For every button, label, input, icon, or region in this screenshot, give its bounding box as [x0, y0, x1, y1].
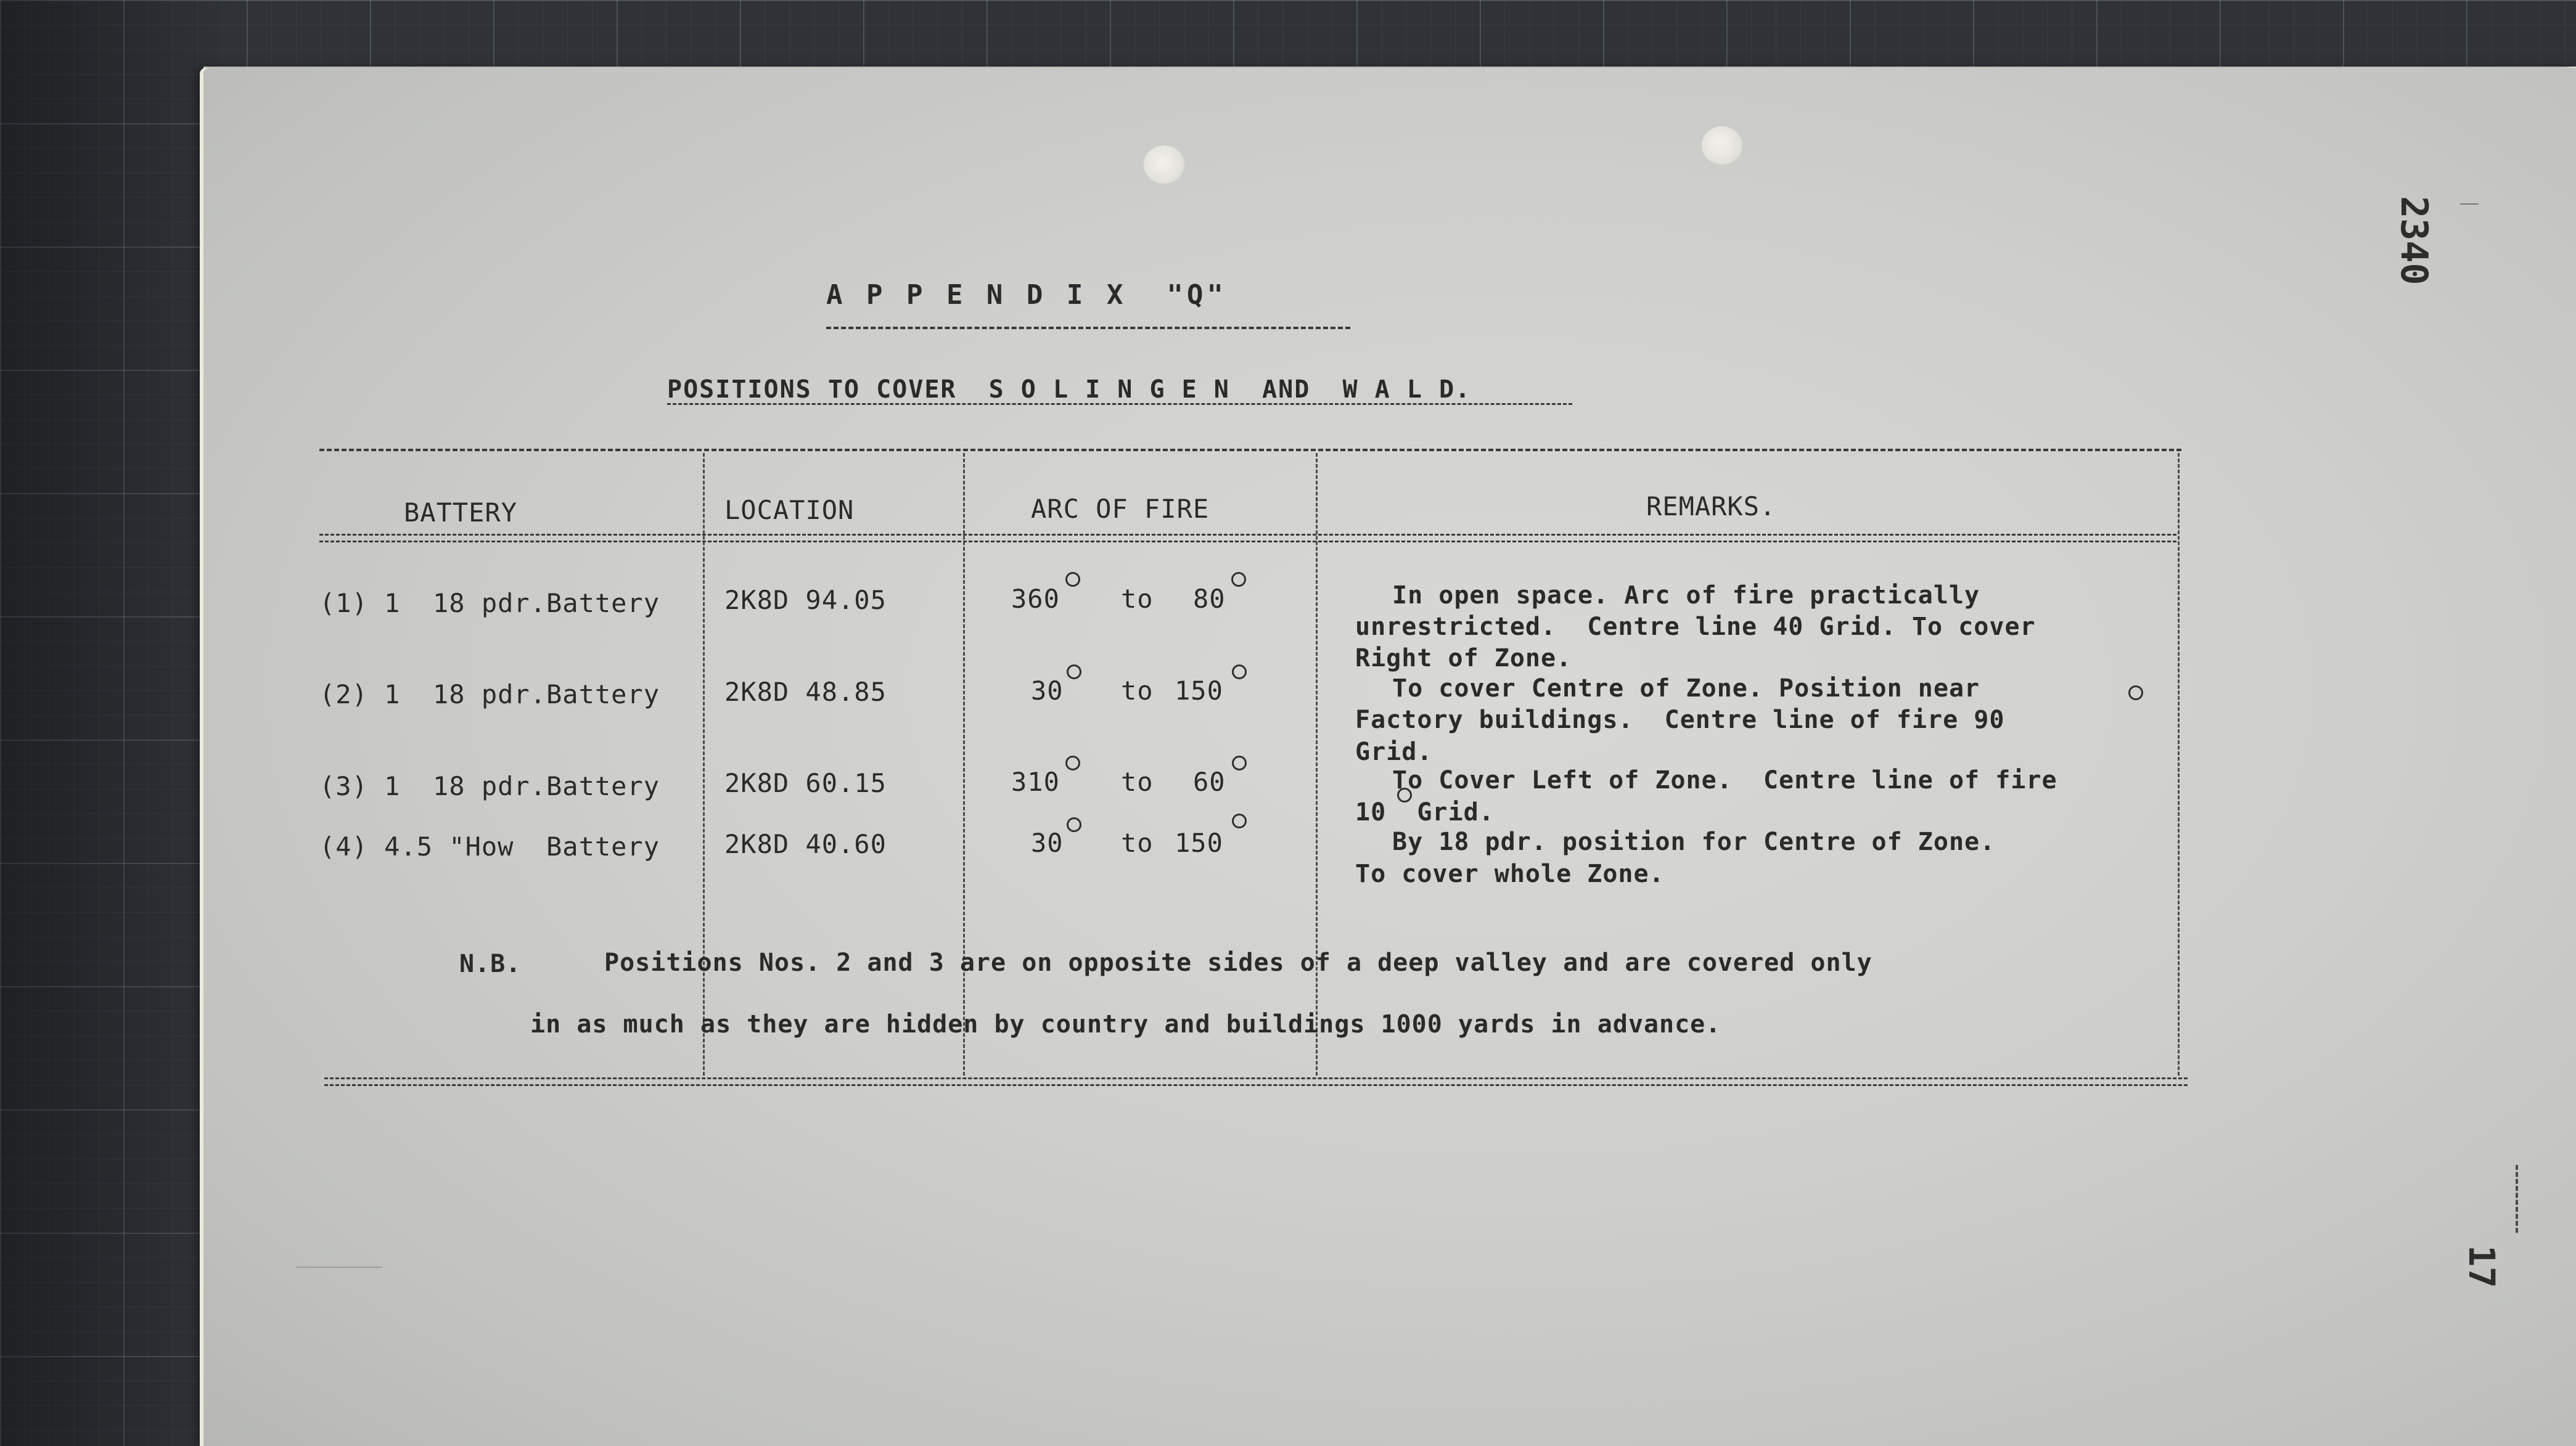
- degree-symbol: [1067, 817, 1081, 832]
- row-2-remarks-line-2: Factory buildings. Centre line of fire 90: [1355, 706, 2005, 734]
- row-2-remarks-line-1: To cover Centre of Zone. Position near: [1392, 674, 1980, 703]
- row-2-arc-to: 150: [1175, 676, 1223, 706]
- row-1-remarks-line-3: Right of Zone.: [1355, 644, 1572, 672]
- row-3-arc-from: 310: [1011, 767, 1060, 797]
- degree-symbol: [1065, 572, 1080, 587]
- row-3-arc-to: 60: [1193, 767, 1226, 797]
- row-3-remarks-line-2: 10 Grid.: [1355, 798, 1495, 827]
- row-3-remarks-line-1: To Cover Left of Zone. Centre line of fire: [1392, 766, 2057, 794]
- column-header-battery: BATTERY: [404, 497, 518, 528]
- row-4-remarks-line-2: To cover whole Zone.: [1355, 860, 1665, 888]
- degree-symbol: [2128, 685, 2143, 700]
- page-number: 17: [2461, 1245, 2503, 1288]
- row-4-battery: (4) 4.5 "How Battery: [319, 831, 660, 862]
- degree-symbol: [1232, 814, 1247, 828]
- degree-symbol: [1232, 756, 1247, 770]
- margin-mark: [2516, 1165, 2518, 1233]
- row-2-arc-to-word: to: [1121, 676, 1154, 706]
- row-4-remarks-line-1: By 18 pdr. position for Centre of Zone.: [1392, 828, 1996, 856]
- paper-mark: [296, 1267, 382, 1268]
- header-double-rule: [319, 534, 2176, 542]
- column-divider-1: [703, 453, 705, 1076]
- paper-mark: [2460, 203, 2479, 205]
- appendix-heading: A P P E N D I X "Q": [826, 279, 1227, 311]
- punch-hole-left: [1144, 145, 1184, 184]
- column-header-location: LOCATION: [724, 495, 855, 525]
- table-bottom-double-rule: [324, 1077, 2188, 1086]
- row-4-arc-to-word: to: [1121, 828, 1154, 858]
- row-4-location: 2K8D 40.60: [724, 829, 887, 859]
- row-3-location: 2K8D 60.15: [724, 768, 887, 798]
- mat-shadow: [0, 0, 234, 1446]
- note-line-2: in as much as they are hidden by country and buildings 1000 yards in advance.: [530, 1010, 1721, 1039]
- degree-symbol: [1067, 664, 1081, 679]
- subheading-underline: [667, 403, 1572, 405]
- margin-number: 2340: [2392, 196, 2435, 285]
- table-subheading: POSITIONS TO COVER S O L I N G E N AND W A L D.: [667, 375, 1472, 404]
- degree-symbol: [1231, 572, 1246, 587]
- column-divider-3: [1316, 453, 1318, 1076]
- column-header-remarks: REMARKS.: [1646, 491, 1776, 521]
- row-4-arc-to: 150: [1175, 828, 1223, 858]
- row-2-arc-from: 30: [1031, 676, 1064, 706]
- column-divider-2: [963, 453, 965, 1076]
- row-4-arc-from: 30: [1031, 828, 1064, 858]
- note-label: N.B.: [459, 950, 522, 978]
- degree-symbol: [1397, 788, 1412, 803]
- row-2-remarks-line-3: Grid.: [1355, 738, 1433, 766]
- row-2-battery: (2) 1 18 pdr.Battery: [319, 679, 660, 709]
- row-3-arc-to-word: to: [1121, 767, 1154, 797]
- row-2-location: 2K8D 48.85: [724, 677, 887, 707]
- row-1-arc-from: 360: [1011, 584, 1060, 614]
- row-1-location: 2K8D 94.05: [724, 585, 887, 615]
- row-1-arc-to-word: to: [1121, 584, 1154, 614]
- column-header-arc-of-fire: ARC OF FIRE: [1031, 494, 1210, 524]
- degree-symbol: [1065, 756, 1080, 770]
- punch-hole-right: [1702, 126, 1742, 165]
- row-1-arc-to: 80: [1193, 584, 1226, 614]
- degree-symbol: [1232, 664, 1247, 679]
- row-3-battery: (3) 1 18 pdr.Battery: [319, 771, 660, 801]
- row-1-battery: (1) 1 18 pdr.Battery: [319, 588, 660, 618]
- table-top-rule: [319, 449, 2181, 451]
- note-line-1: Positions Nos. 2 and 3 are on opposite sides of a deep valley and are covered only: [604, 949, 1873, 977]
- heading-underline: [826, 327, 1350, 329]
- row-1-remarks-line-2: unrestricted. Centre line 40 Grid. To cover: [1355, 613, 2036, 641]
- table-right-border: [2178, 453, 2180, 1076]
- row-1-remarks-line-1: In open space. Arc of fire practically: [1392, 581, 1980, 610]
